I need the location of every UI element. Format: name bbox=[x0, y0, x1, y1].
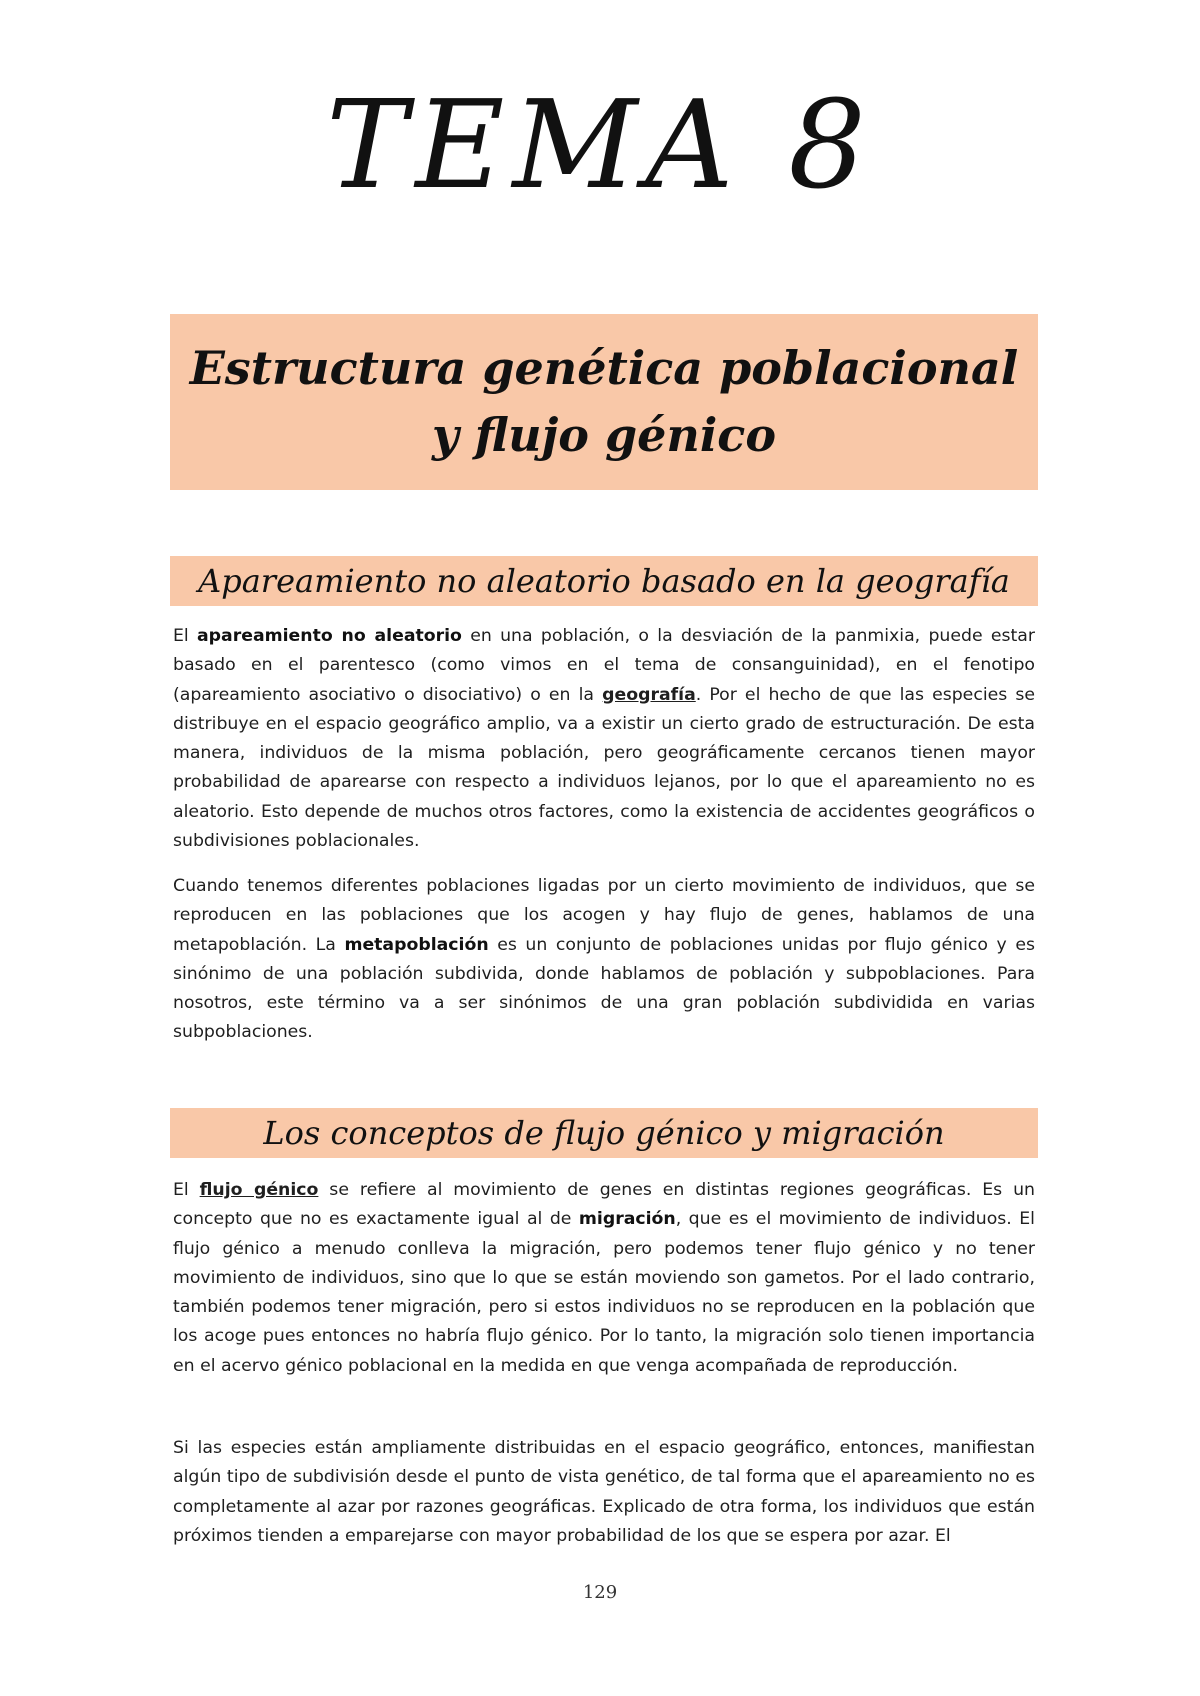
bold-term: apareamiento no aleatorio bbox=[197, 626, 462, 646]
text-run: El bbox=[173, 626, 198, 646]
underlined-term: geografía bbox=[602, 684, 696, 705]
section-1-heading: Apareamiento no aleatorio basado en la geografía bbox=[198, 562, 1010, 600]
section-2-paragraph-1 bbox=[173, 1176, 1035, 1381]
text-run: El bbox=[173, 1180, 200, 1200]
text-run: es un conjunto de poblaciones unidas por flujo génico y es sinónimo de una población subdivida, donde hablamos de población y subpoblaciones. Para nosotros, este término va a ser sinónimos de una gran población subdividida en varias subpoblaciones. bbox=[173, 934, 1035, 1043]
section-1-heading-box bbox=[170, 556, 1038, 606]
main-title-line-2: y flujo génico bbox=[431, 408, 776, 462]
main-title-box bbox=[170, 314, 1038, 490]
section-2-paragraph-2 bbox=[173, 1434, 1035, 1551]
text-run: , que es el movimiento de individuos. El flujo génico a menudo conlleva la migración, pero podemos tener flujo génico y no tener movimiento de individuos, sino que lo que se están moviendo son gametos. Por el lado contrario, también podemos tener migración, pero si estos individuos no se reproducen en la población que los acoge pues entonces no habría flujo génico. Por lo tanto, la migración solo tienen importancia en el acervo génico poblacional en la medida en que venga acompañada de reproducción. bbox=[173, 1209, 1035, 1376]
text-run: se refiere al movimiento de genes en distintas regiones geográficas. Es un concepto que no es exactamente igual al de bbox=[173, 1180, 1035, 1230]
bold-term: migración bbox=[578, 1209, 676, 1230]
underlined-term: flujo génico bbox=[199, 1180, 319, 1200]
section-2-heading: Los conceptos de flujo génico y migración bbox=[263, 1114, 945, 1152]
text-run: Cuando tenemos diferentes poblaciones ligadas por un cierto movimiento de individuos, que se reproducen en las poblaciones que los acogen y hay flujo de genes, hablamos de una metapoblación. La bbox=[173, 876, 1035, 955]
text-run: . Por el hecho de que las especies se distribuye en el espacio geográfico amplio, va a existir un cierto grado de estructuración. De esta manera, individuos de la misma población, pero geográficamente cercanos tienen mayor probabilidad de aparearse con respecto a individuos lejanos, por lo que el apareamiento no es aleatorio. Esto depende de muchos otros factores, como la existencia de accidentes geográficos o subdivisiones poblacionales. bbox=[173, 684, 1036, 852]
main-title-line-1: Estructura genética poblacional bbox=[189, 341, 1019, 396]
section-2-heading-box bbox=[170, 1108, 1038, 1158]
section-1-paragraph-1 bbox=[173, 622, 1035, 856]
page-number: 129 bbox=[582, 1582, 618, 1603]
text-run: Si las especies están ampliamente distribuidas en el espacio geográfico, entonces, manifiestan algún tipo de subdivisión desde el punto de vista genético, de tal forma que el apareamiento no es completamente al azar por razones geográficas. Explicado de otra forma, los individuos que están próximos tienden a emparejarse con mayor probabilidad de los que se espera por azar. El bbox=[173, 1438, 1035, 1546]
bold-term: metapoblación bbox=[344, 934, 489, 955]
text-run: en una población, o la desviación de la panmixia, puede estar basado en el parentesco (como vimos en el tema de consanguinidad), en el fenotipo (apareamiento asociativo o disociativo) o en la bbox=[173, 626, 1035, 705]
section-1-paragraph-2 bbox=[173, 872, 1035, 1048]
chapter-heading: TEMA 8 bbox=[326, 74, 874, 216]
